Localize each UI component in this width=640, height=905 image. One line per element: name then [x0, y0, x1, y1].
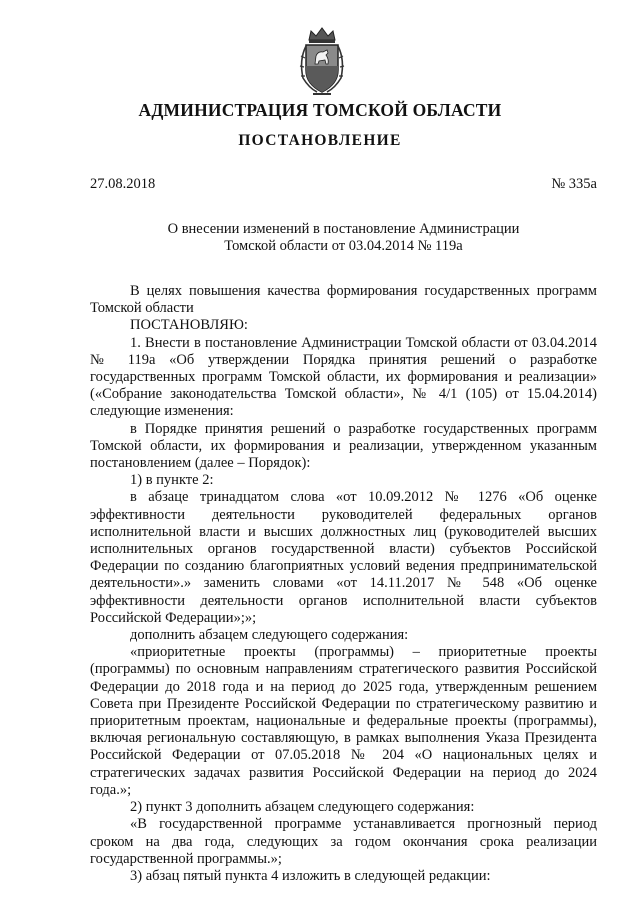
- paragraph-subitem-3: 3) абзац пятый пункта 4 изложить в следующей редакции:: [130, 867, 491, 884]
- paragraph-forecast-period: «В государственной программе устанавливается прогнозный период сроком на два года, следующих за годом окончания срока реализации государственной программы.»;: [90, 816, 597, 867]
- subject-line: О внесении изменений в постановление Администрации: [167, 221, 520, 237]
- organization-title: АДМИНИСТРАЦИЯ ТОМСКОЙ ОБЛАСТИ: [138, 100, 502, 120]
- paragraph-procedure: в Порядке принятия решений о разработке государственных программ Томской области, их формирования и реализации, утвержденном указанным постановлением (далее – Порядок):: [90, 420, 597, 472]
- paragraph-supplement: дополнить абзацем следующего содержания:: [130, 627, 409, 644]
- paragraph-priority-projects: «приоритетные проекты (программы) – приоритетные проекты (программы) по основным направлениям стратегического развития Российской Федерации до 2018 года и на период до 2025 года, утвержденным решением Совета при Президенте Российской Федерации по стратегическому развитию и приоритетным проектам, национальные и федеральные проекты (программы), включая региональную составляющую, в рамках выполнения Указа Президента Российской Федерации от 07.05.2018 № 204 «О национальных целях и стратегических задачах развития Российской Федерации на период до 2024 года.»;: [90, 644, 597, 798]
- document-number: № 335а: [551, 176, 597, 192]
- paragraph-subitem-2: 2) пункт 3 дополнить абзацем следующего содержания:: [130, 799, 475, 816]
- paragraph-thirteenth-abzac: в абзаце тринадцатом слова «от 10.09.2012 № 1276 «Об оценке эффективности деятельности руководителей федеральных органов исполнительной власти и высших должностных лиц (руководителей высших исполнительных органов государственной власти) субъектов Российской Федерации по созданию благоприятных условий ведения предпринимательской деятельности».» заменить словами «от 14.11.2017 № 548 «Об оценке эффективности деятельности органов исполнительной власти субъектов Российской Федерации»;»;: [90, 489, 597, 626]
- paragraph-preamble: В целях повышения качества формирования государственных программ Томской области: [90, 283, 597, 317]
- document-subject: [90, 221, 597, 255]
- subject-line: Томской области от 03.04.2014 № 119а: [224, 238, 463, 254]
- coat-of-arms-icon: [297, 26, 347, 98]
- paragraph-item-1: 1. Внести в постановление Администрации Томской области от 03.04.2014 № 119а «Об утверждении Порядка принятия решений о разработке государственных программ Томской области, их формирования и реализации» («Собрание законодательства Томской области», № 4/1 (105) от 15.04.2014) следующие изменения:: [90, 334, 597, 420]
- document-type: ПОСТАНОВЛЕНИЕ: [238, 132, 402, 149]
- paragraph-resolve: ПОСТАНОВЛЯЮ:: [130, 317, 248, 334]
- document-body: [90, 283, 597, 885]
- paragraph-subitem-1: 1) в пункте 2:: [130, 472, 214, 489]
- document-date: 27.08.2018: [90, 176, 156, 192]
